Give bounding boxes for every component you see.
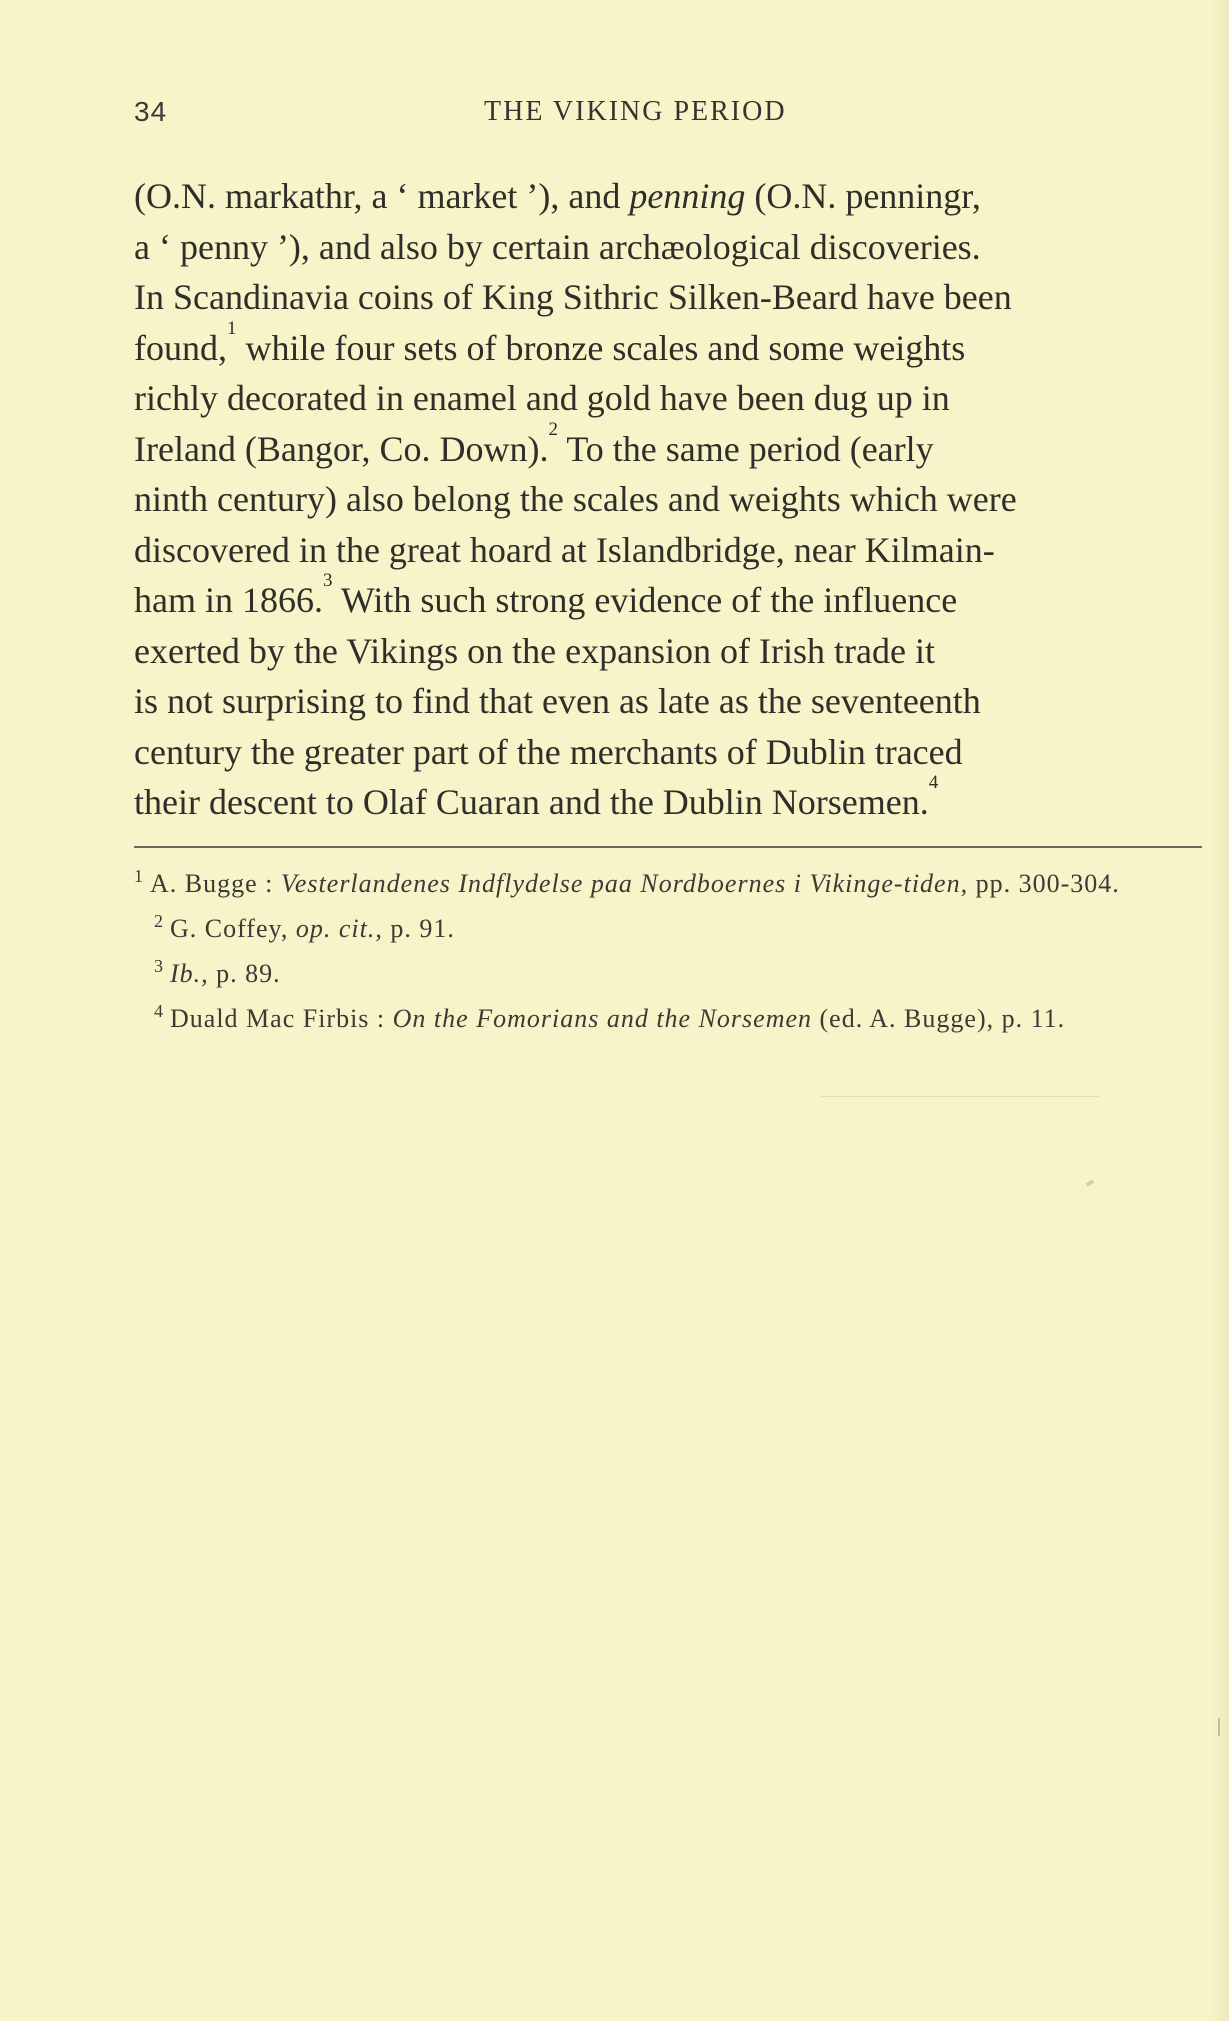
text-line-9 [134, 570, 1202, 626]
paper-speck [1086, 1179, 1095, 1187]
footnote-italic-title: Ib., [170, 959, 209, 988]
text-line-4 [134, 317, 1202, 374]
footnote-ref-2: 2 [548, 418, 558, 440]
footnote-3 [134, 956, 1202, 994]
line-9-pre: ham in 1866. [134, 580, 323, 620]
line-13-pre: their descent to Olaf Cuaran and the Dublin Norsemen. [134, 782, 929, 822]
text-line-7: ninth century) also belong the scales and weights which were [134, 479, 1017, 519]
footnote-text-pre: A. Bugge : [150, 869, 281, 898]
text-line-13 [134, 772, 1202, 828]
footnote-ref-3: 3 [322, 570, 333, 591]
line-1-post: (O.N. penningr, [745, 176, 981, 216]
footnotes-section [134, 866, 1202, 1046]
footnote-text-post: p. 91. [382, 914, 455, 943]
footnote-2 [134, 911, 1202, 949]
text-line-5: richly decorated in enamel and gold have been dug up in [134, 378, 950, 418]
text-line-12: century the greater part of the merchants of Dublin traced [134, 731, 963, 772]
page-number: 34 [134, 96, 168, 127]
line-6-post: To the same period (early [557, 428, 934, 469]
line-9-post: With such strong evidence of the influence [332, 580, 958, 620]
footnote-text-pre: Duald Mac Firbis : [170, 1004, 393, 1033]
footnote-divider [134, 846, 1202, 848]
footnote-ref-4: 4 [928, 772, 939, 793]
footnote-1 [134, 866, 1202, 904]
footnote-text-pre: G. Coffey, [170, 914, 296, 943]
footnote-number: 2 [154, 911, 164, 931]
footnote-text-post: (ed. A. Bugge), p. 11. [812, 1004, 1066, 1033]
footnote-number: 3 [154, 956, 164, 976]
page-header [134, 96, 1204, 136]
text-line-6 [134, 418, 1202, 475]
text-line-1 [134, 171, 1202, 222]
footnote-4 [134, 1001, 1202, 1039]
text-line-2: a ‘ penny ’), and also by certain archæological discoveries. [134, 226, 981, 267]
line-1-pre: (O.N. markathr, a ‘ market ’), and [134, 176, 630, 216]
line-6-pre: Ireland (Bangor, Co. Down). [134, 428, 549, 469]
footnote-text-post: pp. 300-304. [968, 869, 1120, 898]
penning-term: penning [629, 176, 746, 216]
text-line-3: In Scandinavia coins of King Sithric Silken-Beard have been [134, 277, 1012, 317]
footnote-text-post: p. 89. [208, 959, 281, 988]
line-4-post: while four sets of bronze scales and some weights [236, 327, 966, 368]
footnote-italic-title: On the Fomorians and the Norsemen [392, 1004, 813, 1033]
footnote-italic-title: Vesterlandenes Indflydelse paa Nordboernes i Vikinge-tiden, [280, 869, 969, 898]
footnote-number: 1 [134, 866, 144, 886]
footnote-ref-1: 1 [227, 317, 237, 339]
main-paragraph [134, 171, 1202, 828]
edge-mark [1218, 1718, 1225, 1736]
text-line-8: discovered in the great hoard at Islandbridge, near Kilmain- [134, 529, 995, 570]
scan-faint-line [820, 1096, 1100, 1097]
text-line-11: is not surprising to find that even as late as the seventeenth [134, 681, 981, 721]
line-4-pre: found, [134, 327, 227, 368]
footnote-italic-title: op. cit., [295, 914, 383, 943]
footnote-number: 4 [154, 1001, 164, 1021]
text-line-10: exerted by the Vikings on the expansion of Irish trade it [134, 630, 935, 671]
running-title: THE VIKING PERIOD [484, 96, 787, 127]
